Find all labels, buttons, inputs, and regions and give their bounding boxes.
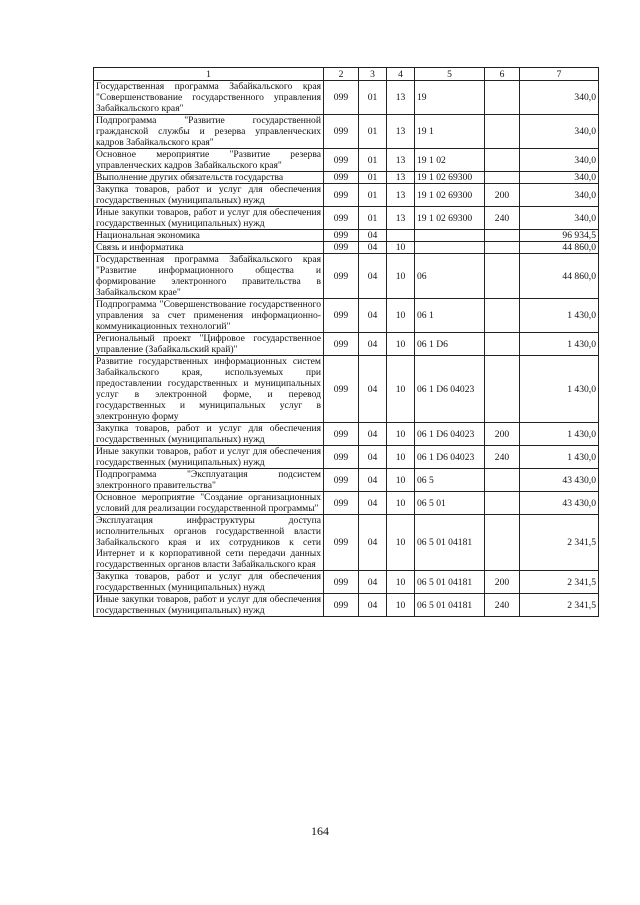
cell-subsection: 13 bbox=[387, 172, 415, 184]
table-body bbox=[94, 81, 599, 617]
cell-section: 01 bbox=[359, 184, 387, 207]
cell-expense-type bbox=[485, 515, 520, 571]
cell-amount: 340,0 bbox=[520, 172, 599, 184]
cell-name: Закупка товаров, работ и услуг для обеспечения государственных (муниципальных) нужд bbox=[94, 184, 324, 207]
cell-target-article: 06 1 D6 04023 bbox=[415, 356, 485, 423]
cell-grbs: 099 bbox=[324, 469, 359, 492]
cell-grbs: 099 bbox=[324, 242, 359, 254]
cell-name: Региональный проект "Цифровое государственное управление (Забайкальский край)" bbox=[94, 333, 324, 356]
cell-expense-type: 240 bbox=[485, 207, 520, 230]
cell-expense-type bbox=[485, 356, 520, 423]
cell-section: 04 bbox=[359, 423, 387, 446]
cell-grbs: 099 bbox=[324, 207, 359, 230]
cell-section: 01 bbox=[359, 172, 387, 184]
header-col-2: 2 bbox=[324, 68, 359, 81]
cell-name: Государственная программа Забайкальского края "Развитие информационного общества и формирование электронного правительства в Забайкальском крае" bbox=[94, 254, 324, 299]
cell-subsection: 10 bbox=[387, 492, 415, 515]
cell-section: 01 bbox=[359, 149, 387, 172]
cell-section: 04 bbox=[359, 594, 387, 617]
cell-grbs: 099 bbox=[324, 423, 359, 446]
table-row bbox=[94, 446, 599, 469]
cell-section: 01 bbox=[359, 207, 387, 230]
cell-subsection: 13 bbox=[387, 207, 415, 230]
cell-amount: 340,0 bbox=[520, 184, 599, 207]
cell-section: 04 bbox=[359, 299, 387, 333]
cell-target-article bbox=[415, 230, 485, 242]
cell-target-article: 06 5 01 04181 bbox=[415, 594, 485, 617]
cell-grbs: 099 bbox=[324, 571, 359, 594]
cell-target-article: 06 5 01 04181 bbox=[415, 515, 485, 571]
table-row bbox=[94, 299, 599, 333]
table-row bbox=[94, 115, 599, 149]
cell-expense-type bbox=[485, 254, 520, 299]
cell-name: Закупка товаров, работ и услуг для обеспечения государственных (муниципальных) нужд bbox=[94, 571, 324, 594]
cell-expense-type bbox=[485, 492, 520, 515]
cell-subsection: 10 bbox=[387, 333, 415, 356]
header-col-1: 1 bbox=[94, 68, 324, 81]
page-number: 164 bbox=[311, 824, 329, 838]
cell-target-article: 19 1 02 69300 bbox=[415, 207, 485, 230]
table-row bbox=[94, 356, 599, 423]
cell-amount: 2 341,5 bbox=[520, 594, 599, 617]
cell-expense-type: 200 bbox=[485, 184, 520, 207]
cell-name: Подпрограмма "Развитие государственной гражданской службы и резерва управленческих кадров Забайкальского края" bbox=[94, 115, 324, 149]
table-row bbox=[94, 423, 599, 446]
cell-subsection: 13 bbox=[387, 115, 415, 149]
cell-grbs: 099 bbox=[324, 515, 359, 571]
cell-expense-type bbox=[485, 149, 520, 172]
cell-amount: 1 430,0 bbox=[520, 299, 599, 333]
cell-amount: 1 430,0 bbox=[520, 333, 599, 356]
table-row bbox=[94, 515, 599, 571]
header-col-4: 4 bbox=[387, 68, 415, 81]
cell-expense-type bbox=[485, 299, 520, 333]
table-header-row bbox=[94, 68, 599, 81]
cell-amount: 1 430,0 bbox=[520, 356, 599, 423]
cell-name: Развитие государственных информационных систем Забайкальского края, используемых при предоставлении государственных и муниципальных услуг в электронной форме, и перевод государственных и муниципальных услуг в электронную форму bbox=[94, 356, 324, 423]
cell-amount: 43 430,0 bbox=[520, 469, 599, 492]
cell-section: 04 bbox=[359, 356, 387, 423]
cell-expense-type bbox=[485, 242, 520, 254]
cell-subsection: 10 bbox=[387, 515, 415, 571]
cell-grbs: 099 bbox=[324, 299, 359, 333]
cell-grbs: 099 bbox=[324, 149, 359, 172]
cell-section: 04 bbox=[359, 469, 387, 492]
cell-name: Подпрограмма "Эксплуатация подсистем электронного правительства" bbox=[94, 469, 324, 492]
cell-grbs: 099 bbox=[324, 81, 359, 115]
cell-section: 04 bbox=[359, 515, 387, 571]
cell-amount: 340,0 bbox=[520, 81, 599, 115]
cell-expense-type bbox=[485, 115, 520, 149]
cell-subsection bbox=[387, 230, 415, 242]
header-col-3: 3 bbox=[359, 68, 387, 81]
cell-grbs: 099 bbox=[324, 115, 359, 149]
cell-target-article: 19 bbox=[415, 81, 485, 115]
cell-name: Эксплуатация инфраструктуры доступа исполнительных органов государственной власти Забайкальского края и их сотрудников к сети Интернет и к корпоративной сети передачи данных государственных органов власти Забайкальского края bbox=[94, 515, 324, 571]
cell-amount: 44 860,0 bbox=[520, 242, 599, 254]
cell-section: 04 bbox=[359, 492, 387, 515]
cell-name: Иные закупки товаров, работ и услуг для обеспечения государственных (муниципальных) нужд bbox=[94, 446, 324, 469]
cell-amount: 2 341,5 bbox=[520, 571, 599, 594]
cell-name: Основное мероприятие "Развитие резерва управленческих кадров Забайкальского края" bbox=[94, 149, 324, 172]
table-row bbox=[94, 172, 599, 184]
cell-amount: 340,0 bbox=[520, 149, 599, 172]
cell-section: 04 bbox=[359, 571, 387, 594]
table-row bbox=[94, 242, 599, 254]
table-row bbox=[94, 207, 599, 230]
cell-name: Закупка товаров, работ и услуг для обеспечения государственных (муниципальных) нужд bbox=[94, 423, 324, 446]
cell-target-article: 19 1 02 69300 bbox=[415, 172, 485, 184]
table-row bbox=[94, 469, 599, 492]
cell-name: Национальная экономика bbox=[94, 230, 324, 242]
cell-target-article: 19 1 bbox=[415, 115, 485, 149]
cell-target-article: 06 5 01 04181 bbox=[415, 571, 485, 594]
table-row bbox=[94, 81, 599, 115]
cell-subsection: 10 bbox=[387, 299, 415, 333]
cell-name: Выполнение других обязательств государства bbox=[94, 172, 324, 184]
cell-amount: 340,0 bbox=[520, 207, 599, 230]
cell-subsection: 10 bbox=[387, 469, 415, 492]
cell-grbs: 099 bbox=[324, 356, 359, 423]
cell-subsection: 10 bbox=[387, 594, 415, 617]
cell-subsection: 13 bbox=[387, 81, 415, 115]
cell-name: Иные закупки товаров, работ и услуг для обеспечения государственных (муниципальных) нужд bbox=[94, 594, 324, 617]
header-col-6: 6 bbox=[485, 68, 520, 81]
cell-subsection: 13 bbox=[387, 184, 415, 207]
cell-grbs: 099 bbox=[324, 333, 359, 356]
cell-expense-type bbox=[485, 333, 520, 356]
cell-name: Подпрограмма "Совершенствование государственного управления за счет применения информационно-коммуникационных технологий" bbox=[94, 299, 324, 333]
cell-subsection: 10 bbox=[387, 356, 415, 423]
cell-expense-type bbox=[485, 469, 520, 492]
cell-target-article: 06 1 D6 04023 bbox=[415, 423, 485, 446]
cell-grbs: 099 bbox=[324, 230, 359, 242]
cell-grbs: 099 bbox=[324, 594, 359, 617]
cell-target-article: 19 1 02 69300 bbox=[415, 184, 485, 207]
cell-expense-type bbox=[485, 81, 520, 115]
cell-name: Государственная программа Забайкальского края "Совершенствование государственного управления Забайкальского края" bbox=[94, 81, 324, 115]
table-row bbox=[94, 492, 599, 515]
cell-amount: 96 934,5 bbox=[520, 230, 599, 242]
cell-expense-type: 200 bbox=[485, 571, 520, 594]
cell-name: Иные закупки товаров, работ и услуг для обеспечения государственных (муниципальных) нужд bbox=[94, 207, 324, 230]
table-row bbox=[94, 254, 599, 299]
cell-amount: 1 430,0 bbox=[520, 446, 599, 469]
cell-expense-type bbox=[485, 172, 520, 184]
cell-target-article: 06 1 D6 bbox=[415, 333, 485, 356]
cell-amount: 43 430,0 bbox=[520, 492, 599, 515]
cell-target-article: 06 1 D6 04023 bbox=[415, 446, 485, 469]
header-col-7: 7 bbox=[520, 68, 599, 81]
cell-amount: 44 860,0 bbox=[520, 254, 599, 299]
cell-subsection: 13 bbox=[387, 149, 415, 172]
cell-section: 01 bbox=[359, 81, 387, 115]
cell-grbs: 099 bbox=[324, 184, 359, 207]
cell-section: 04 bbox=[359, 242, 387, 254]
cell-subsection: 10 bbox=[387, 446, 415, 469]
cell-expense-type: 240 bbox=[485, 594, 520, 617]
cell-target-article: 19 1 02 bbox=[415, 149, 485, 172]
cell-section: 04 bbox=[359, 333, 387, 356]
cell-subsection: 10 bbox=[387, 254, 415, 299]
header-col-5: 5 bbox=[415, 68, 485, 81]
cell-amount: 2 341,5 bbox=[520, 515, 599, 571]
cell-expense-type: 200 bbox=[485, 423, 520, 446]
cell-subsection: 10 bbox=[387, 423, 415, 446]
cell-section: 04 bbox=[359, 230, 387, 242]
cell-amount: 1 430,0 bbox=[520, 423, 599, 446]
cell-target-article: 06 bbox=[415, 254, 485, 299]
cell-grbs: 099 bbox=[324, 446, 359, 469]
cell-target-article: 06 5 01 bbox=[415, 492, 485, 515]
table-row bbox=[94, 333, 599, 356]
cell-expense-type bbox=[485, 230, 520, 242]
cell-subsection: 10 bbox=[387, 571, 415, 594]
cell-subsection: 10 bbox=[387, 242, 415, 254]
cell-grbs: 099 bbox=[324, 172, 359, 184]
cell-name: Основное мероприятие "Создание организационных условий для реализации государственной программы" bbox=[94, 492, 324, 515]
cell-section: 04 bbox=[359, 446, 387, 469]
table-row bbox=[94, 571, 599, 594]
table-row bbox=[94, 184, 599, 207]
cell-target-article: 06 5 bbox=[415, 469, 485, 492]
cell-target-article: 06 1 bbox=[415, 299, 485, 333]
cell-section: 04 bbox=[359, 254, 387, 299]
budget-table bbox=[93, 67, 599, 617]
table-row bbox=[94, 149, 599, 172]
table-row bbox=[94, 230, 599, 242]
cell-target-article bbox=[415, 242, 485, 254]
cell-name: Связь и информатика bbox=[94, 242, 324, 254]
cell-grbs: 099 bbox=[324, 492, 359, 515]
cell-amount: 340,0 bbox=[520, 115, 599, 149]
cell-expense-type: 240 bbox=[485, 446, 520, 469]
cell-section: 01 bbox=[359, 115, 387, 149]
table-row bbox=[94, 594, 599, 617]
cell-grbs: 099 bbox=[324, 254, 359, 299]
